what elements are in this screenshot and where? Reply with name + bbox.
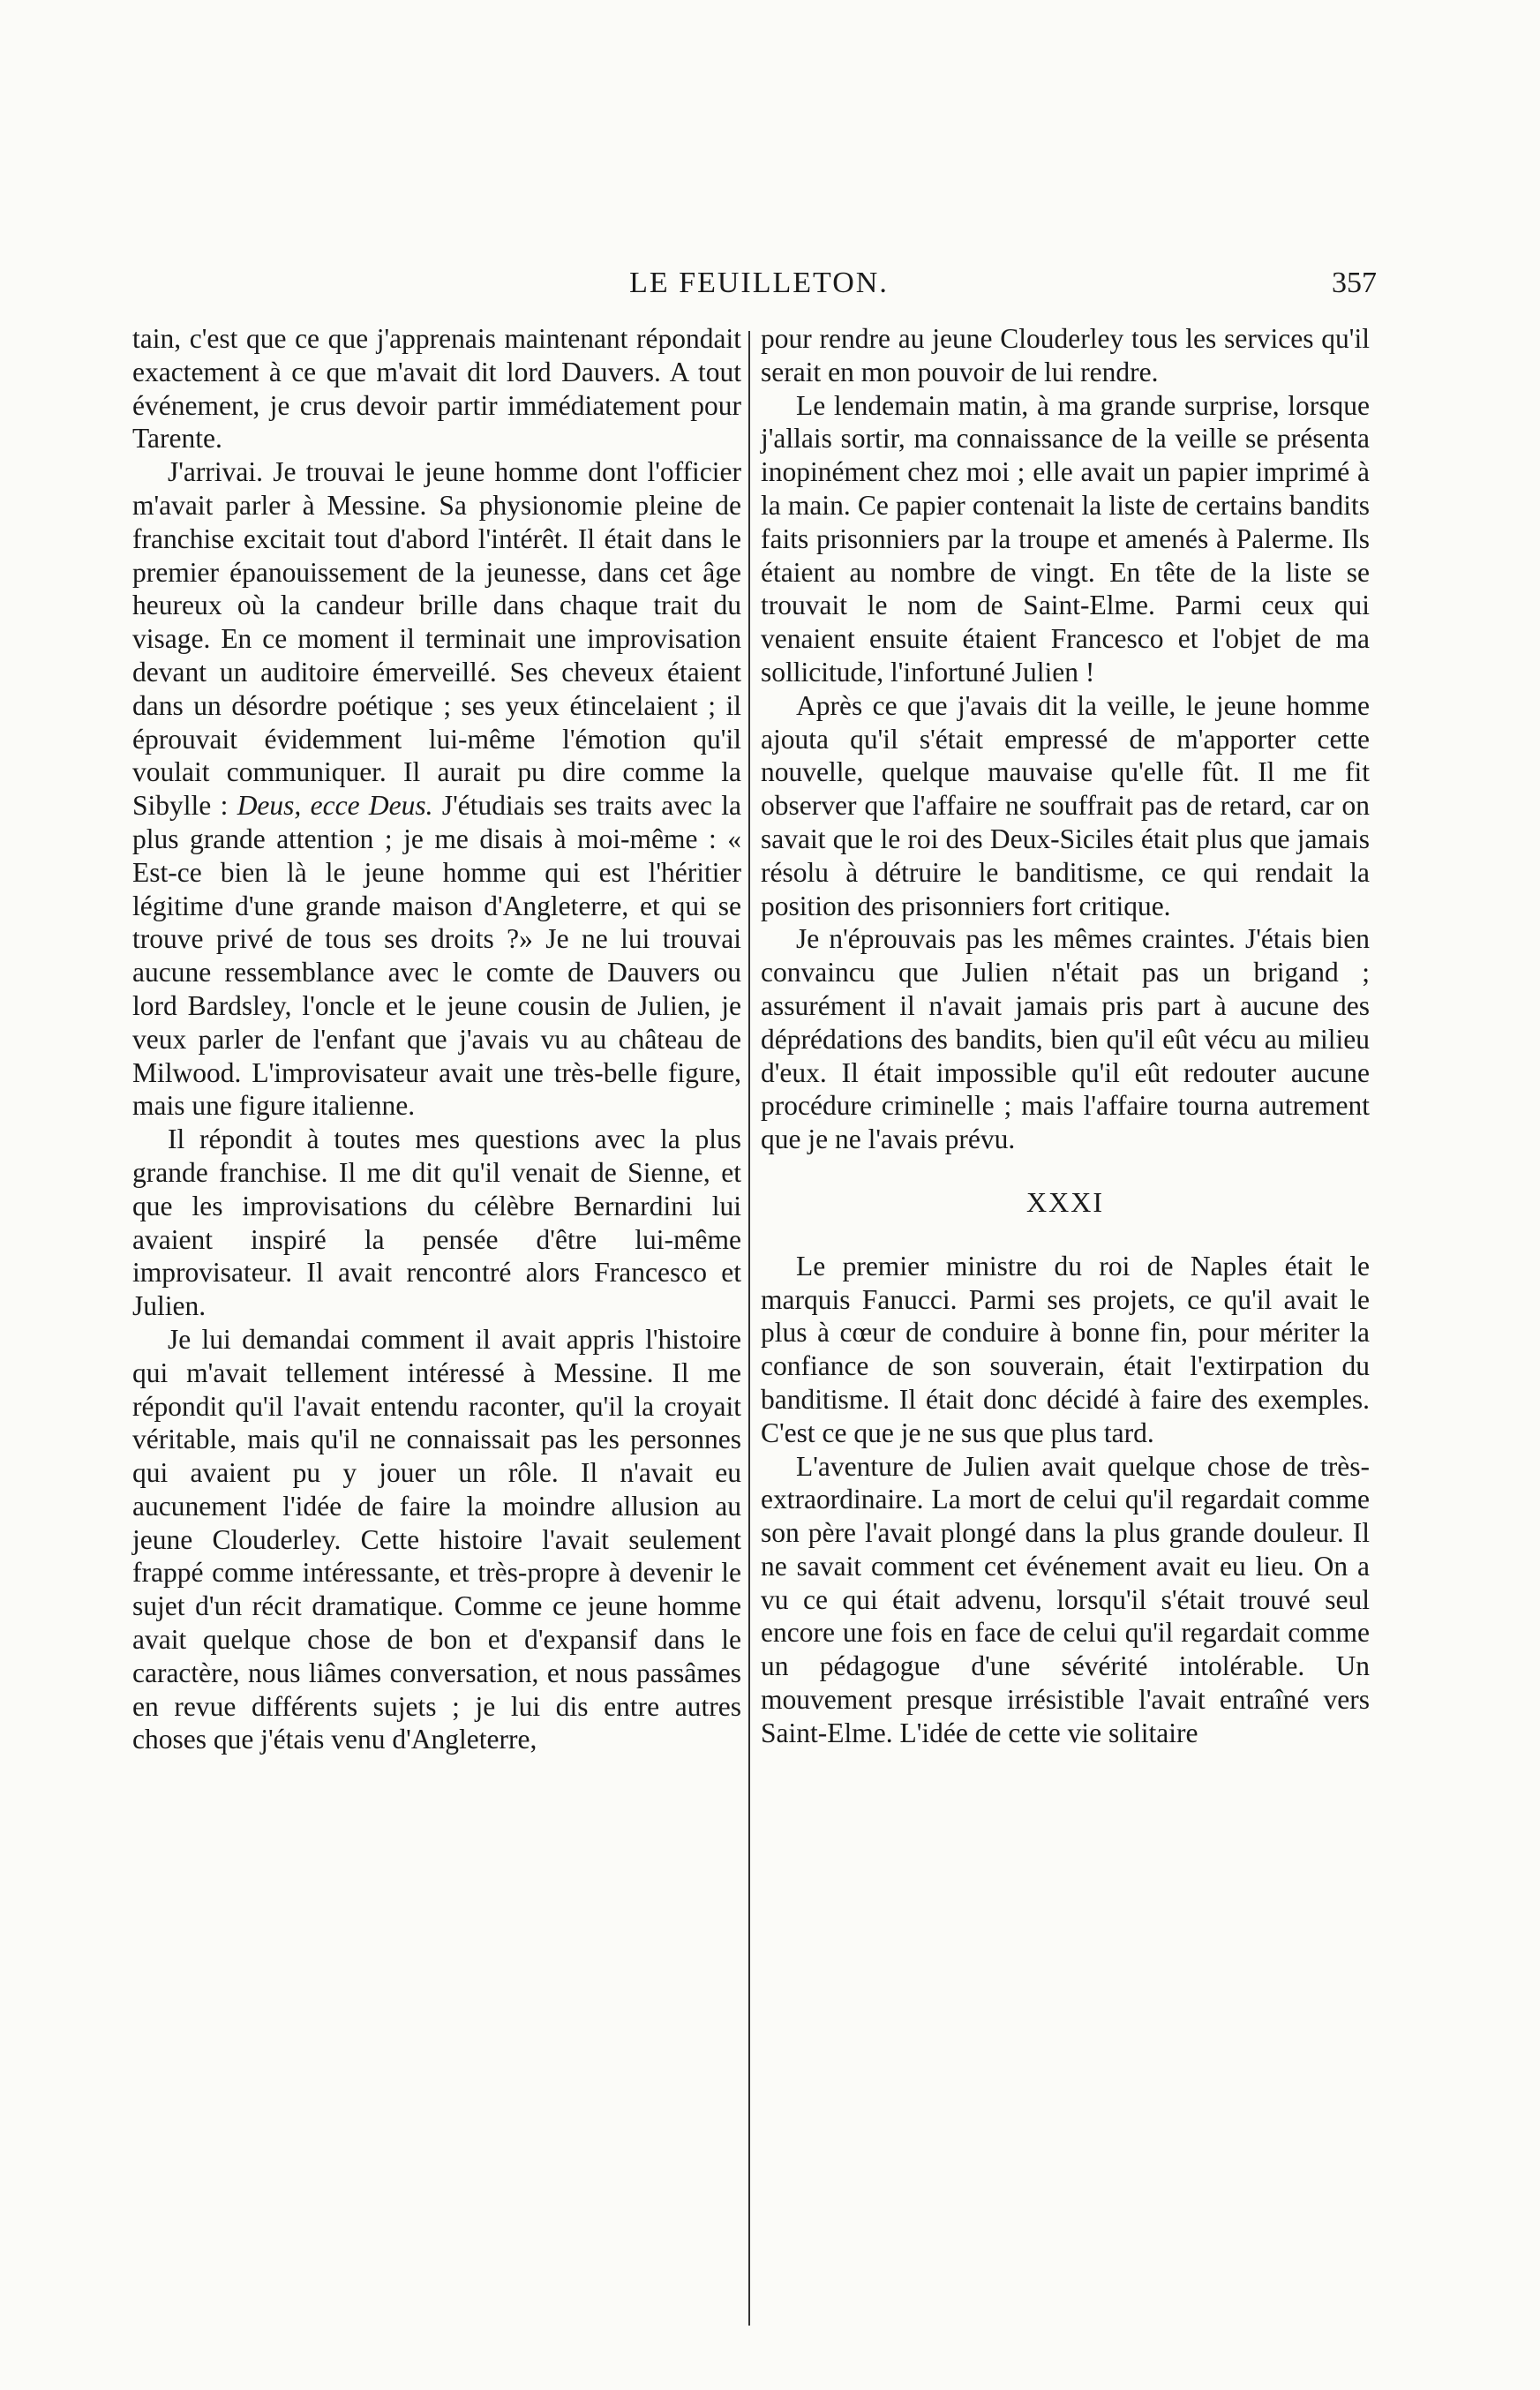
paragraph: pour rendre au jeune Clouderley tous les services qu'il serait en mon pouvoir de lui rendre. [761, 323, 1370, 387]
paragraph: Après ce que j'avais dit la veille, le jeune homme ajouta qu'il s'était empressé de m'apporter cette nouvelle, quelque mauvaise qu'elle fût. Il me fit observer que l'affaire ne souffrait pas de retard, car on savait que le roi des Deux-Siciles était plus que jamais résolu à détruire le banditisme, ce qui rendait la position des prisonniers fort critique. [761, 689, 1370, 921]
paragraph-text: J'arrivai. Je trouvai le jeune homme dont l'officier m'avait parler à Messine. Sa physionomie pleine de franchise excitait tout d'abord l'intérêt. Il était dans le premier épanouissement de la jeunesse, dans cet âge heureux où la candeur brille dans chaque trait du visage. En ce moment il terminait une improvisation devant un auditoire émerveillé. Ses cheveux étaient dans un désordre poétique ; ses yeux étincelaient ; il éprouvait évidemment lui-même l'émotion qu'il voulait communiquer. Il aurait pu dire comme la Sibylle : [132, 456, 741, 822]
paragraph: tain, c'est que ce que j'apprenais maintenant répondait exactement à ce que m'avait dit lord Dauvers. A tout événement, je crus devoir partir immédiatement pour Tarente. [132, 323, 741, 455]
page-header [132, 258, 1386, 311]
right-column [761, 322, 1370, 1750]
column-divider [748, 331, 750, 2326]
paragraph: Le lendemain matin, à ma grande surprise, lorsque j'allais sortir, ma connaissance de la veille se présenta inopinément chez moi ; elle avait un papier imprimé à la main. Ce papier contenait la liste de certains bandits faits prisonniers par la troupe et amenés à Palerme. Ils étaient au nombre de vingt. En tête de la liste se trouvait le nom de Saint-Elme. Parmi ceux qui venaient ensuite étaient Francesco et l'objet de ma sollicitude, l'infortuné Julien ! [761, 389, 1370, 688]
paragraph: Il répondit à toutes mes questions avec la plus grande franchise. Il me dit qu'il venait de Sienne, et que les improvisations du célèbre Bernardini lui avaient inspiré la pensée d'être lui-même improvisateur. Il avait rencontré alors Francesco et Julien. [132, 1124, 741, 1322]
chapter-heading: XXXI [1026, 1185, 1104, 1218]
paragraph: Le premier ministre du roi de Naples était le marquis Fanucci. Parmi ses projets, ce qu'il avait le plus à cœur de conduire à bonne fin, pour mériter la confiance de son souverain, était l'extirpation du banditisme. Il était donc décidé à faire des exemples. C'est ce que je ne sus que plus tard. [761, 1250, 1370, 1448]
page-number: 357 [1332, 267, 1377, 299]
paragraph: Je n'éprouvais pas les mêmes craintes. J'étais bien convaincu que Julien n'était pas un brigand ; assurément il n'avait jamais pris part à aucune des déprédations des bandits, bien qu'il eût vécu au milieu d'eux. Il était impossible qu'il eût redouter aucune procédure criminelle ; mais l'affaire tourna autrement que je ne l'avais prévu. [761, 923, 1370, 1155]
paragraph: L'aventure de Julien avait quelque chose de très-extraordinaire. La mort de celui qu'il regardait comme son père l'avait plongé dans la plus grande douleur. Il ne savait comment cet événement avait eu lieu. On a vu ce qui était advenu, lorsqu'il s'était trouvé seul encore une fois en face de celui qu'il regardait comme un pédagogue d'une sévérité intolérable. Un mouvement presque irrésistible l'avait entraîné vers Saint-Elme. L'idée de cette vie solitaire [761, 1450, 1370, 1748]
paragraph-text: J'étudiais ses traits avec la plus grande attention ; je me disais à moi-même : « Est-ce bien là le jeune homme qui est l'héritier légitime d'une grande maison d'Angleterre, et qui se trouve privé de tous ses droits ?» Je ne lui trouvai aucune ressemblance avec le comte de Dauvers ou lord Bardsley, l'oncle et le jeune cousin de Julien, je veux parler de l'enfant que j'avais vu au château de Milwood. L'improvisateur avait une très-belle figure, mais une figure italienne. [132, 790, 742, 1122]
running-title: LE FEUILLETON. [629, 267, 889, 299]
left-column [132, 322, 741, 1756]
text-columns [132, 322, 1386, 2343]
paragraph: Je lui demandai comment il avait appris l'histoire qui m'avait tellement intéressé à Messine. Il me répondit qu'il l'avait entendu raconter, qu'il la croyait véritable, mais qu'il ne connaissait pas les personnes qui avaient pu y jouer un rôle. Il n'avait eu aucunement l'idée de faire la moindre allusion au jeune Clouderley. Cette histoire l'avait seulement frappé comme intéressante, et très-propre à devenir le sujet d'un récit dramatique. Comme ce jeune homme avait quelque chose de bon et d'expansif dans le caractère, nous liâmes conversation, et nous passâmes en revue différents sujets ; je lui dis entre autres choses que j'étais venu d'Angleterre, [132, 1323, 741, 1755]
latin-quote: Deus, ecce Deus. [237, 790, 433, 822]
paragraph [132, 455, 741, 1123]
